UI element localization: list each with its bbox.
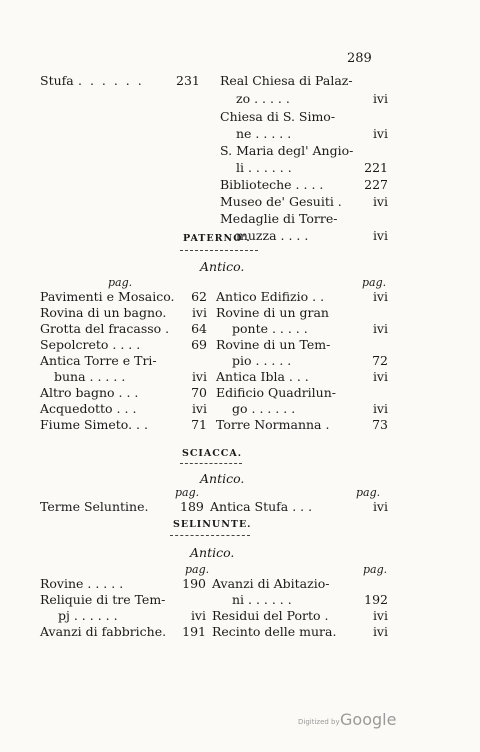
index-entry: muzza . . . . <box>236 228 309 243</box>
index-entry: Altro bagno . . . <box>40 385 139 400</box>
index-entry: Museo de' Gesuiti . <box>220 194 342 209</box>
index-entry: Rovine di un Tem- <box>216 337 331 352</box>
index-page: ivi <box>372 194 388 209</box>
index-entry: S. Maria degl' Angio- <box>220 143 354 158</box>
index-entry: pj . . . . . . <box>58 608 118 623</box>
index-entry: Torre Normanna . <box>216 417 330 432</box>
index-entry: Terme Seluntine. <box>40 499 149 514</box>
watermark-logo: Google <box>340 710 397 729</box>
index-entry: ni . . . . . . <box>232 592 292 607</box>
index-entry: Rovina di un bagno. <box>40 305 167 320</box>
index-page: 189 <box>180 499 204 514</box>
index-entry: Reliquie di tre Tem- <box>40 592 166 607</box>
index-entry: zo . . . . . <box>236 91 290 106</box>
index-entry: Antica Torre e Tri- <box>40 353 157 368</box>
index-page: 221 <box>364 160 388 175</box>
pag-heading-right: pag. <box>362 276 387 289</box>
index-page: 227 <box>364 177 388 192</box>
index-page: ivi <box>372 91 388 106</box>
index-entry: Avanzi di Abitazio- <box>212 576 330 591</box>
index-page: ivi <box>372 608 388 623</box>
index-entry: Grotta del fracasso . <box>40 321 170 336</box>
index-entry: Antica Stufa . . . <box>210 499 313 514</box>
section-title-selinunte: SELINUNTE. <box>173 519 252 530</box>
index-page: 192 <box>364 592 388 607</box>
index-page: 69 <box>191 337 207 352</box>
entry-stufa-page: 231 <box>176 73 200 88</box>
index-entry: Edificio Quadrilun- <box>216 385 337 400</box>
section-title-paterno: PATERNO'. <box>183 233 251 244</box>
index-entry: ne . . . . . <box>236 126 292 141</box>
section-subtitle: Antico. <box>200 259 245 274</box>
index-entry: go . . . . . . <box>232 401 296 416</box>
index-page: ivi <box>372 126 388 141</box>
index-page: 70 <box>191 385 207 400</box>
pag-heading-left: pag. <box>175 486 200 499</box>
index-entry: Avanzi di fabbriche. <box>40 624 167 639</box>
index-entry: Residui del Porto . <box>212 608 329 623</box>
index-page: ivi <box>372 321 388 336</box>
index-page: 72 <box>372 353 388 368</box>
index-entry: Real Chiesa di Palaz- <box>220 73 353 88</box>
index-page: ivi <box>372 289 388 304</box>
section-subtitle: Antico. <box>190 545 235 560</box>
index-entry: Recinto delle mura. <box>212 624 337 639</box>
section-subtitle: Antico. <box>200 471 245 486</box>
page-number: 289 <box>347 51 372 66</box>
index-page: 64 <box>191 321 207 336</box>
index-page: 190 <box>182 576 206 591</box>
entry-stufa-dots: . . . . . . <box>78 73 144 88</box>
index-entry: Sepolcreto . . . . <box>40 337 141 352</box>
index-entry: pio . . . . . <box>232 353 292 368</box>
pag-heading-left: pag. <box>108 276 133 289</box>
pag-heading-left: pag. <box>185 563 210 576</box>
index-page: 71 <box>191 417 207 432</box>
section-rule <box>180 463 242 464</box>
index-page: ivi <box>372 369 388 384</box>
index-page: ivi <box>372 499 388 514</box>
index-entry: Pavimenti e Mosaico. <box>40 289 175 304</box>
index-entry: Antico Edifizio . . <box>216 289 325 304</box>
index-entry: Rovine di un gran <box>216 305 329 320</box>
index-entry: Fiume Simeto. . . <box>40 417 148 432</box>
index-page: ivi <box>191 305 207 320</box>
pag-heading-right: pag. <box>363 563 388 576</box>
index-entry: li . . . . . . <box>236 160 292 175</box>
index-entry: Acquedotto . . . <box>40 401 137 416</box>
pag-heading-right: pag. <box>356 486 381 499</box>
index-page: ivi <box>190 608 206 623</box>
index-page: 62 <box>191 289 207 304</box>
index-page: ivi <box>372 228 388 243</box>
index-page: ivi <box>191 369 207 384</box>
index-entry: ponte . . . . . <box>232 321 308 336</box>
index-entry: buna . . . . . <box>54 369 126 384</box>
index-page: ivi <box>372 624 388 639</box>
index-entry: Rovine . . . . . <box>40 576 124 591</box>
section-rule <box>180 250 258 251</box>
index-entry: Biblioteche . . . . <box>220 177 324 192</box>
index-entry: Medaglie di Torre- <box>220 211 338 226</box>
index-page: 73 <box>372 417 388 432</box>
index-page: ivi <box>372 401 388 416</box>
index-page: 191 <box>182 624 206 639</box>
entry-stufa-label: Stufa <box>40 73 74 88</box>
index-entry: Chiesa di S. Simo- <box>220 109 336 124</box>
section-title-sciacca: SCIACCA. <box>182 448 243 459</box>
index-page: ivi <box>191 401 207 416</box>
watermark-prefix: Digitized by <box>298 718 340 726</box>
section-rule <box>170 535 250 536</box>
index-entry: Antica Ibla . . . <box>216 369 309 384</box>
